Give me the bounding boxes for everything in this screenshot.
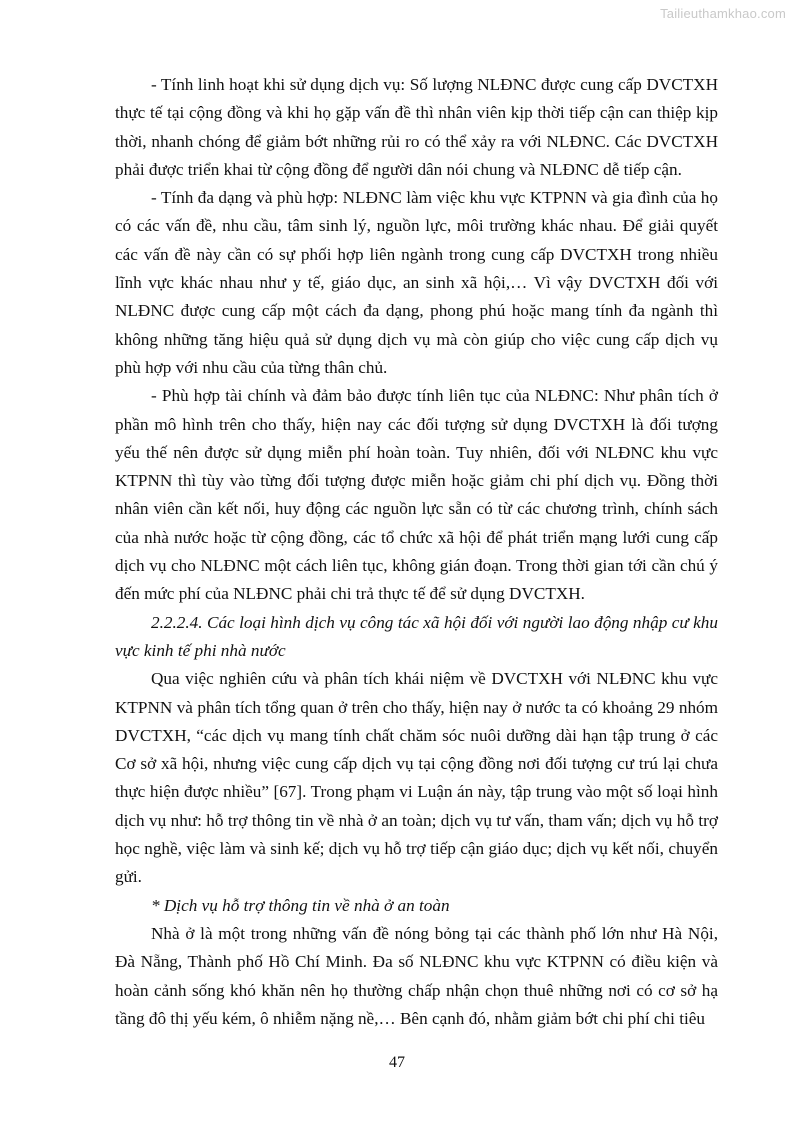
watermark: Tailieuthamkhao.com — [660, 6, 786, 21]
subsection-heading: * Dịch vụ hỗ trợ thông tin về nhà ở an toàn — [151, 895, 450, 915]
section-heading: 2.2.2.4. Các loại hình dịch vụ công tác xã hội đối với người lao động nhập cư khu vực kinh tế phi nhà nước — [115, 612, 718, 660]
paragraph-diversity: - Tính đa dạng và phù hợp: NLĐNC làm việc khu vực KTPNN và gia đình của họ có các vấn đề, nhu cầu, tâm sinh lý, nguồn lực, môi trường khác nhau. Để giải quyết các vấn đề này cần có sự phối hợp liên ngành trong cung cấp DVCTXH trong nhiều lĩnh vực khác nhau như y tế, giáo dục, an sinh xã hội,… Vì vậy DVCTXH đối với NLĐNC được cung cấp một cách đa dạng, phong phú hoặc mang tính đa ngành thì không những tăng hiệu quả sử dụng dịch vụ mà còn giúp cho việc cung cấp dịch vụ phù hợp với nhu cầu của từng thân chủ. — [115, 188, 718, 377]
paragraph-financial: - Phù hợp tài chính và đảm bảo được tính liên tục của NLĐNC: Như phân tích ở phần mô hình trên cho thấy, hiện nay các đối tượng sử dụng DVCTXH là đối tượng yếu thế nên được sử dụng miễn phí hoàn toàn. Tuy nhiên, đối với NLĐNC khu vực KTPNN thì tùy vào từng đối tượng được miễn hoặc giảm chi phí dịch vụ. Đồng thời nhân viên cần kết nối, huy động các nguồn lực sẵn có từ các chương trình, chính sách của nhà nước hoặc từ cộng đồng, các tổ chức xã hội để phát triển mạng lưới cung cấp dịch vụ cho NLĐNC một cách liên tục, không gián đoạn. Trong thời gian tới cần chú ý đến mức phí của NLĐNC phải chi trả thực tế để sử dụng DVCTXH. — [115, 386, 718, 604]
page-number: 47 — [389, 1054, 405, 1071]
document-body — [115, 71, 718, 1033]
paragraph-flexibility: - Tính linh hoạt khi sử dụng dịch vụ: Số lượng NLĐNC được cung cấp DVCTXH thực tế tại cộng đồng và khi họ gặp vấn đề thì nhân viên kịp thời tiếp cận can thiệp kịp thời, nhanh chóng để giảm bớt những rủi ro có thể xảy ra với NLĐNC. Các DVCTXH phải được triển khai từ cộng đồng để người dân nói chung và NLĐNC dễ tiếp cận. — [115, 75, 718, 179]
paragraph-housing: Nhà ở là một trong những vấn đề nóng bỏng tại các thành phố lớn như Hà Nội, Đà Nẵng, Thành phố Hồ Chí Minh. Đa số NLĐNC khu vực KTPNN có điều kiện và hoàn cảnh sống khó khăn nên họ thường chấp nhận chọn thuê những nơi có cơ sở hạ tầng đô thị yếu kém, ô nhiễm nặng nề,… Bên cạnh đó, nhằm giảm bớt chi phí chi tiêu — [115, 923, 718, 1028]
paragraph-service-types: Qua việc nghiên cứu và phân tích khái niệm về DVCTXH với NLĐNC khu vực KTPNN và phân tích tổng quan ở trên cho thấy, hiện nay ở nước ta có khoảng 29 nhóm DVCTXH, “các dịch vụ mang tính chất chăm sóc nuôi dưỡng dài hạn tập trung ở các Cơ sở xã hội, nhưng việc cung cấp dịch vụ tại cộng đồng nơi đối tượng cư trú lại chưa thực hiện được nhiều” [67]. Trong phạm vi Luận án này, tập trung vào một số loại hình dịch vụ như: hỗ trợ thông tin về nhà ở an toàn; dịch vụ tư vấn, tham vấn; dịch vụ hỗ trợ học nghề, việc làm và sinh kế; dịch vụ hỗ trợ tiếp cận giáo dục; dịch vụ kết nối, chuyển gửi. — [115, 669, 718, 887]
